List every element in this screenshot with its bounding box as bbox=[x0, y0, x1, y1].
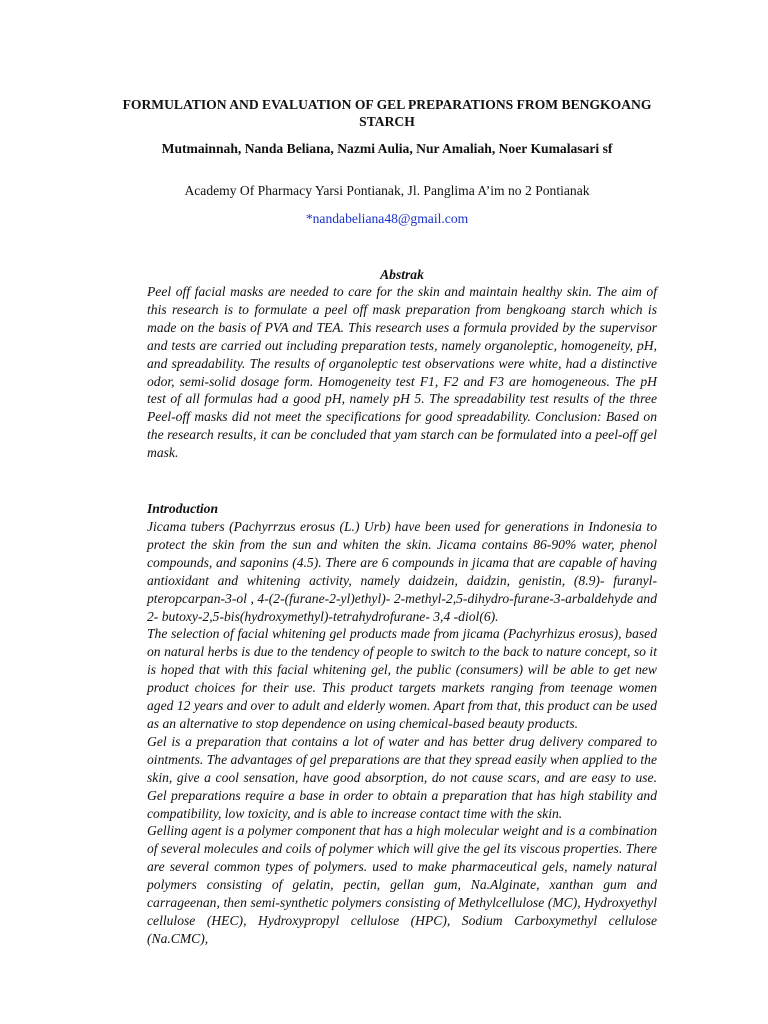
introduction-heading: Introduction bbox=[147, 501, 219, 516]
intro-paragraph-3: Gel is a preparation that contains a lot of water and has better drug delivery compared to ointments. The advantages of gel preparations are that they spread easily when applied to the skin, give a cool sensation, have good absorption, do not cause scars, and are easy to use. Gel preparations require a base in order to obtain a preparation that has high stability and compatibility, low toxicity, and is able to increase contact time with the skin. bbox=[147, 733, 657, 821]
author-list: Mutmainnah, Nanda Beliana, Nazmi Aulia, Nur Amaliah, Noer Kumalasari sf bbox=[161, 141, 613, 156]
intro-paragraph-4: Gelling agent is a polymer component that has a high molecular weight and is a combination of several molecules and coils of polymer which will give the gel its viscous properties. There are several common types of polymers. used to make pharmaceutical gels, namely natural polymers consisting of gelatin, pectin, gellan gum, Na.Alginate, xanthan gum and carrageenan, then semi-synthetic polymers consisting of Methylcellulose (MC), Hydroxyethyl cellulose (HEC), Hydroxypropyl cellulose (HPC), Sodium Carboxymethyl cellulose (Na.CMC), bbox=[147, 823, 657, 946]
affiliation: Academy Of Pharmacy Yarsi Pontianak, Jl. Panglima A’im no 2 Pontianak bbox=[184, 183, 590, 198]
paper-title: FORMULATION AND EVALUATION OF GEL PREPARATIONS FROM BENGKOANG STARCH bbox=[122, 97, 652, 129]
corresponding-email-link[interactable]: *nandabeliana48@gmail.com bbox=[305, 211, 469, 226]
abstract-heading: Abstrak bbox=[380, 267, 424, 282]
intro-paragraph-1: Jicama tubers (Pachyrrzus erosus (L.) Urb) have been used for generations in Indonesia to protect the skin from the sun and whiten the skin. Jicama contains 86-90% water, phenol compounds, and saponins (4.5). There are 6 compounds in jicama that are capable of having antioxidant and whitening activity, namely daidzein, daidzin, genistin, (8.9)- furanyl-pteropcarpan-3-ol , 4-(2-(furane-2-yl)ethyl)- 2-methyl-2,5-dihydro-furane-3-arbaldehyde and 2- butoxy-2,5-bis(hydroxymethyl)-tetrahydrofurane- 3,4 -diol(6). bbox=[147, 519, 657, 624]
introduction-body bbox=[147, 518, 657, 948]
abstract-body: Peel off facial masks are needed to care for the skin and maintain healthy skin. The aim of this research is to formulate a peel off mask preparation from bengkoang starch which is made on the basis of PVA and TEA. This research uses a formula provided by the supervisor and tests are carried out including preparation tests, namely organoleptic, homogeneity, pH, and spreadability. The results of organoleptic test observations were white, had a distinctive odor, semi-solid dosage form. Homogeneity test F1, F2 and F3 are homogeneous. The pH test of all formulas had a good pH, namely pH 5. The spreadability test results of the three Peel-off masks did not meet the specifications for good spreadability. Conclusion: Based on the research results, it can be concluded that yam starch can be formulated into a peel-off gel mask. bbox=[147, 284, 657, 461]
intro-paragraph-2: The selection of facial whitening gel products made from jicama (Pachyrhizus erosus), based on natural herbs is due to the tendency of people to switch to the back to nature concept, so it is hoped that with this facial whitening gel, the public (consumers) will be able to get new product choices for their use. This product targets markets ranging from teenage women aged 12 years and over to adult and elderly women. Apart from that, this product can be used as an alternative to stop dependence on using chemical-based beauty products. bbox=[147, 626, 657, 731]
